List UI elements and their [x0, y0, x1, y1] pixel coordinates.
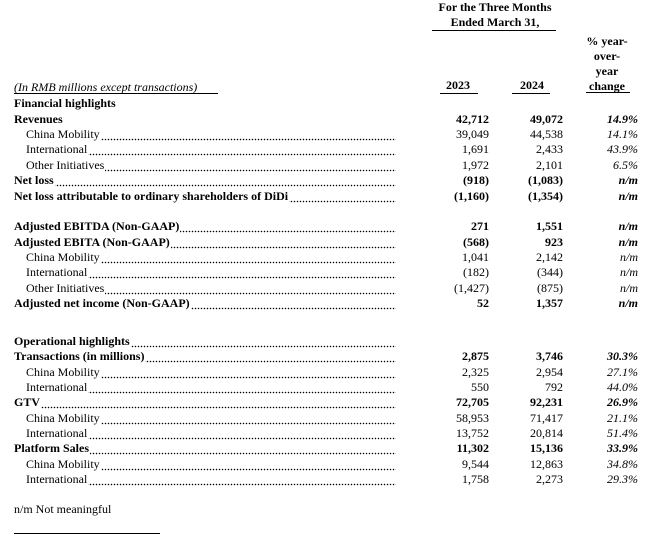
value-change: n/m — [618, 219, 638, 233]
table-row — [0, 472, 651, 487]
value-2024: 15,136 — [530, 441, 563, 455]
row-label-text: China Mobility — [26, 457, 100, 471]
value-2024: 2,101 — [536, 158, 563, 172]
value-2023: 1,758 — [462, 472, 489, 486]
row-label-text: Operational highlights — [14, 334, 130, 348]
row-label — [14, 395, 396, 410]
row-label-text: Adjusted net income (Non-GAAP) — [14, 296, 190, 310]
table-row — [0, 219, 651, 234]
value-2024: 1,551 — [536, 219, 563, 233]
row-label — [14, 189, 396, 204]
units-note: (In RMB millions except transactions) — [14, 80, 198, 94]
value-change: 21.1% — [607, 411, 638, 425]
change-header-line2: over- — [593, 49, 621, 63]
value-2023: 72,705 — [456, 395, 489, 409]
column-header-2024-rule — [512, 93, 550, 94]
table-row — [0, 127, 651, 142]
row-label — [26, 250, 396, 265]
row-label-text: International — [26, 426, 88, 440]
value-2023: 1,691 — [462, 142, 489, 156]
value-change: n/m — [618, 235, 638, 249]
value-2023: 58,953 — [456, 411, 489, 425]
row-label — [14, 219, 396, 234]
value-2024: (875) — [537, 281, 563, 295]
value-2023: 52 — [477, 296, 489, 310]
table-row — [0, 380, 651, 395]
row-label — [26, 457, 396, 472]
value-change — [580, 96, 638, 111]
value-2024: 2,273 — [536, 472, 563, 486]
period-header-line2: Ended March 31, — [450, 15, 540, 29]
value-2024: 3,746 — [536, 349, 563, 363]
value-change: 14.1% — [607, 127, 638, 141]
table-row — [0, 189, 651, 204]
table-row — [0, 265, 651, 280]
value-2024: 44,538 — [530, 127, 563, 141]
row-label — [26, 142, 396, 157]
table-row — [0, 349, 651, 364]
row-label-text: Other Initiatives — [26, 158, 105, 172]
row-label-text: Net loss — [14, 173, 54, 187]
value-2024: 792 — [545, 380, 563, 394]
table-row — [0, 281, 651, 296]
value-2024: 12,863 — [530, 457, 563, 471]
row-label — [26, 380, 396, 395]
value-change: 51.4% — [607, 426, 638, 440]
row-label-text: Transactions (in millions) — [14, 349, 145, 363]
value-change: 26.9% — [607, 395, 638, 409]
row-label — [26, 365, 396, 380]
table-row — [0, 142, 651, 157]
table-row — [0, 395, 651, 410]
row-label — [26, 127, 396, 142]
table-row — [0, 457, 651, 472]
value-2024: (1,083) — [528, 173, 563, 187]
value-change: 30.3% — [607, 349, 638, 363]
value-2023: 1,972 — [462, 158, 489, 172]
value-2024: 2,433 — [536, 142, 563, 156]
footnote: n/m Not meaningful — [14, 502, 112, 516]
value-change: 6.5% — [613, 158, 638, 172]
value-2024: 20,814 — [530, 426, 563, 440]
value-2024 — [470, 96, 563, 111]
change-header-line4: change — [589, 79, 625, 93]
value-2023: 2,875 — [462, 349, 489, 363]
value-change: 33.9% — [607, 441, 638, 455]
value-2023: 13,752 — [456, 426, 489, 440]
row-label — [14, 173, 396, 188]
row-label-text: Revenues — [14, 112, 63, 126]
column-header-2023: 2023 — [446, 78, 470, 92]
value-2024 — [470, 334, 563, 349]
change-header-line3: year — [595, 64, 619, 78]
table-row — [0, 112, 651, 127]
column-header-2024: 2024 — [520, 78, 544, 92]
row-label-text: GTV — [14, 395, 41, 409]
value-change: n/m — [620, 265, 638, 279]
row-label — [26, 426, 396, 441]
row-label-text: Financial highlights — [14, 96, 116, 110]
value-change: 14.9% — [607, 112, 638, 126]
value-2024: 92,231 — [530, 395, 563, 409]
change-header-line1: % year- — [586, 34, 628, 48]
row-label — [14, 349, 396, 364]
table-row — [0, 173, 651, 188]
value-2024: 49,072 — [530, 112, 563, 126]
value-change: n/m — [618, 189, 638, 203]
row-label-text: Adjusted EBITA (Non-GAAP) — [14, 235, 170, 249]
value-2023: (182) — [463, 265, 489, 279]
row-label-text: China Mobility — [26, 411, 100, 425]
footnote-rule — [14, 533, 160, 534]
change-header-rule — [586, 92, 630, 93]
table-row — [0, 365, 651, 380]
row-label-text: Platform Sales — [14, 441, 89, 455]
value-change: n/m — [618, 296, 638, 310]
change-header — [578, 34, 636, 94]
row-label-text: International — [26, 380, 88, 394]
value-change: 27.1% — [607, 365, 638, 379]
period-header-line1: For the Three Months — [438, 0, 552, 14]
table-row — [0, 426, 651, 441]
row-label — [26, 265, 396, 280]
row-label — [14, 235, 396, 250]
table-row — [0, 250, 651, 265]
value-2023: 1,041 — [462, 250, 489, 264]
row-label — [14, 441, 396, 456]
table-row — [0, 296, 651, 311]
value-2024: 71,417 — [530, 411, 563, 425]
row-label — [14, 96, 396, 111]
column-header-2023-rule — [440, 93, 478, 94]
value-2023: 39,049 — [456, 127, 489, 141]
value-change — [580, 334, 638, 349]
table-row — [0, 411, 651, 426]
value-2023: 271 — [471, 219, 489, 233]
row-label — [26, 411, 396, 426]
value-2024: 2,954 — [536, 365, 563, 379]
row-label-text: International — [26, 142, 88, 156]
table-row — [0, 235, 651, 250]
period-header — [425, 0, 565, 30]
row-label-text: International — [26, 265, 88, 279]
value-2024: 2,142 — [536, 250, 563, 264]
table-row — [0, 96, 651, 111]
value-2023: 9,544 — [462, 457, 489, 471]
value-2023: 550 — [471, 380, 489, 394]
value-change: n/m — [620, 281, 638, 295]
value-2023: 2,325 — [462, 365, 489, 379]
row-label-text: Adjusted EBITDA (Non-GAAP) — [14, 219, 180, 233]
value-change: n/m — [620, 250, 638, 264]
row-label-text: International — [26, 472, 88, 486]
row-label — [26, 158, 396, 173]
value-2023: (1,427) — [454, 281, 489, 295]
row-label-text: Net loss attributable to ordinary shareholders of DiDi — [14, 189, 289, 203]
value-change: 44.0% — [607, 380, 638, 394]
period-header-rule — [432, 30, 556, 31]
value-2023: 42,712 — [456, 112, 489, 126]
value-2024: 923 — [545, 235, 563, 249]
row-label-text: Other Initiatives — [26, 281, 105, 295]
row-label-text: China Mobility — [26, 365, 100, 379]
row-label-text: China Mobility — [26, 127, 100, 141]
value-change: 29.3% — [607, 472, 638, 486]
value-2024: (344) — [537, 265, 563, 279]
row-label — [14, 296, 396, 311]
row-label — [26, 472, 396, 487]
value-2024: (1,354) — [528, 189, 563, 203]
value-2024: 1,357 — [536, 296, 563, 310]
value-2023: 11,302 — [456, 441, 489, 455]
value-2023: (1,160) — [454, 189, 489, 203]
value-2023: (918) — [463, 173, 489, 187]
table-row — [0, 158, 651, 173]
value-change: 43.9% — [607, 142, 638, 156]
row-label — [14, 334, 396, 349]
row-label — [14, 112, 396, 127]
table-row — [0, 441, 651, 456]
value-2023: (568) — [463, 235, 489, 249]
value-change: n/m — [618, 173, 638, 187]
row-label-text: China Mobility — [26, 250, 100, 264]
units-note-rule — [14, 93, 218, 94]
row-label — [26, 281, 396, 296]
value-change: 34.8% — [607, 457, 638, 471]
table-row — [0, 334, 651, 349]
